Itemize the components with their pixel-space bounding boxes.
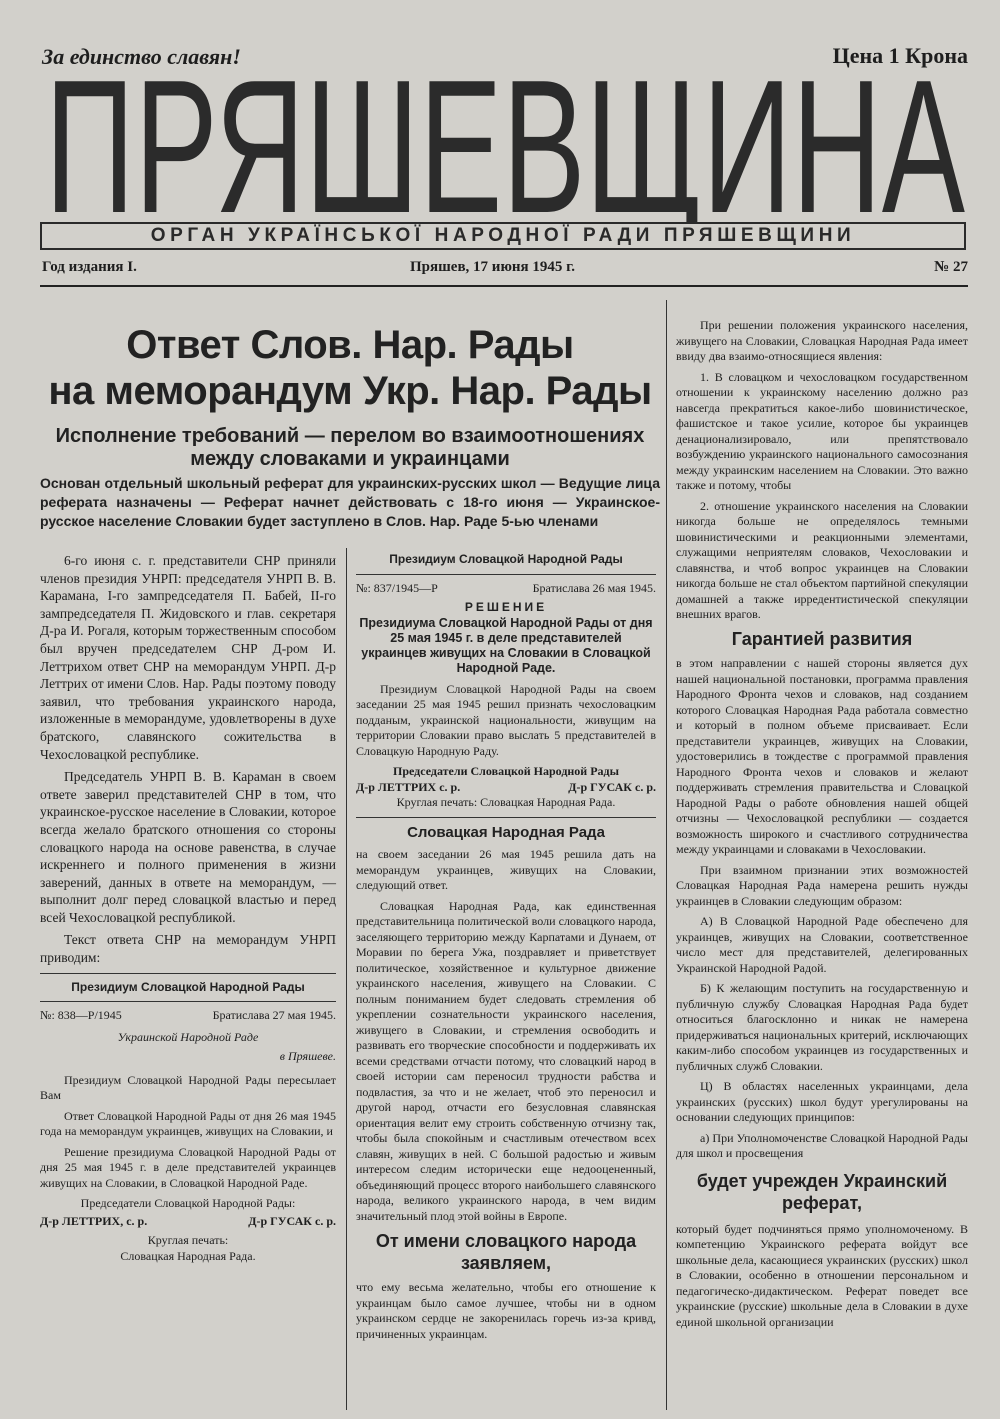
lead-summary: Основан отдельный школьный реферат для украинских-русских школ — Ведущие лица реферата назначены — Реферат начнет действовать с 18-го июня — Украинское-русское население Словакии будет заступлено в Слов. Нар. Раде 5-ью членами (40, 475, 660, 529)
col1-paragraph: Текст ответа СНР на меморандум УНРП приводим: (40, 932, 336, 966)
col1-addressee: Украинской Народной Раде (117, 1029, 259, 1044)
main-headline (40, 322, 660, 414)
col3-paragraph: При взаимном признании этих возможностей Словацкая Народная Рада намерена решить нужды украинцев в Словакии следующим образом: (676, 862, 968, 908)
col3-paragraph: 1. В словацком и чехословацком государственном отношении к украинскому населению должно раз навсегда прекратиться какое-либо шовинистическое, фашистское и такое усилие, которое бы украинцев денационализировало, или препятствовало возбуждению украинского национального самосознания между украинским населением на Словакии. Это важно также и потому, чтобы (676, 369, 968, 492)
col2-paragraph: что ему весьма желательно, чтобы его отношение к украинцам было самое лучшее, чтобы ни в одном украинском сердце не закоренилась горечь из-за кривд, причиненных украинцам. (356, 1280, 656, 1341)
col3-paragraph: который будет подчиняться прямо уполномоченому. В компетенцию Украинского реферата войдут все школьные дела, касающиеся украинских (русских) школ в Словакии, особенно в отношении персональном и педагогическо-дидактическом. Реферат поведет все украинские (русские) школьные дела в Словакии в духе единой школьной организации (676, 1221, 968, 1329)
col2-resolution-label: РЕШЕНИЕ (464, 600, 548, 614)
col2-doc-date: Братислава 26 мая 1945. (532, 580, 656, 595)
column-1 (40, 552, 336, 1264)
place-date: Пряшев, 17 июня 1945 г. (410, 259, 576, 275)
headline-line2: на меморандум Укр. Нар. Рады (48, 369, 652, 413)
newspaper-title (40, 72, 970, 222)
divider (356, 817, 656, 818)
col1-paragraph: Президиум Словацкой Народной Рады пересылает Вам (40, 1072, 336, 1103)
column-2 (356, 552, 656, 1347)
divider (356, 574, 656, 575)
headline-line1: Ответ Слов. Нар. Рады (126, 323, 574, 367)
col3-subheading: Гарантией развития (731, 628, 913, 649)
col2-paragraph: Президиум Словацкой Народной Рады на своем заседании 25 мая 1945 решил признать чехословацким подданым, украинской национальности, живущим на территории Словакии право выслать 5 представителей в Словацкую Народную Раду. (356, 681, 656, 758)
col2-subheading: Словацкая Народная Рада (407, 823, 605, 841)
slogan: За единство славян! (42, 44, 241, 69)
price: Цена 1 Крона (832, 43, 968, 68)
col1-doc-date: Братислава 27 мая 1945. (212, 1008, 336, 1023)
title-wordmark (40, 72, 970, 222)
col2-sign-head: Председатели Словацкой Народной Рады (392, 764, 619, 778)
col3-paragraph: Б) К желающим поступить на государственную и публичную службу Словацкая Народная Рада будет относиться благосклонно и никак не намерена придерживаться национальных критерий, исключающих каким-либо способом украинцев из государственных и публичных служб Словакии. (676, 981, 968, 1073)
col1-doc-number: №: 838—Р/1945 (40, 1008, 122, 1023)
col1-seal-text: Словацкая Народная Рада. (120, 1248, 256, 1263)
col3-paragraph: в этом направлении с нашей стороны является дух нашей национальной постановки, программа правления Народного Фронта чехов и словаков, над созданием которого Словацкая Народная Рада работала совместно и который в полном объеме присваивает. Если представители украинцев, живущих на Словакии, удостоверились в тождестве с программой правления Народного Фронта чехов и словаков и желают поддерживать стремления правительства и Словацкой Народной Рады о работе обновления нашей общей отчизны — Чехословацкой республики — создается возможность широкого и счастливого сотрудничества между украинцами и словаками в Чехословакии. (676, 656, 968, 857)
col3-paragraph: а) При Уполномоченстве Словацкой Народной Рады для школ и просвещения (676, 1130, 968, 1161)
col2-signatures (356, 780, 656, 796)
issue-number: № 27 (934, 259, 968, 275)
col3-paragraph: А) В Словацкой Народной Раде обеспечено для украинцев, живущих на Словакии, соответственное число мест для представителей, делегированных Украинской Народной Радой. (676, 914, 968, 975)
col3-paragraph: Ц) В областях населенных украинцами, дела украинских (русских) школ будут урегулированы на основании следующих принципов: (676, 1079, 968, 1125)
column-3 (676, 318, 968, 1335)
col1-addressee-city: в Пряшеве. (279, 1049, 336, 1064)
col1-signature: Д-р ЛЕТТРИХ, с. р. (40, 1213, 148, 1228)
col1-paragraph: Председатель УНРП В. В. Караман в своем ответе заверил представителей СНР в том, что украинское-русское население в Словакии, которое всегда желало братского отношения со стороны словацкого народа на основе равенства, в случае искреннего и полного применения в жизни заверений, данных в ответе на меморандум, — выполнит долг перед словацкой властью и перед всей Чехословацкой республикой. (40, 769, 336, 925)
col3-subheading: будет учрежден Украинский реферат, (696, 1170, 948, 1213)
col1-sign-head: Председатели Словацкой Народной Рады: (80, 1196, 296, 1211)
col1-paragraph: 6-го июня с. г. представители СНР приняли членов президия УНРП: председателя УНРП В. В. Карамана, I-го зампредседателя П. Бабей, II-го зампредседателя П. Жидовского и глав. секретаря Д-ра И. Рогаля, которым торжественным способом был вручен председателем СНР Д-ром И. Леттрихом ответ СНР на меморандум УНРП. Д-р Леттрих от имени Слов. Нар. Рады поэтому поводу заявил, что требования украинского народа, изложенные в меморандуме, удовлетворены в духе братского, славянского сожительства в Чехословацкой республике. (40, 553, 336, 762)
col1-seal: Круглая печать: (147, 1233, 229, 1248)
col3-paragraph: 2. отношение украинского населения на Словакии никогда больше не определялось темными шовинистическими и реакционными элементами, служащими неприятелям словаков, Чехословакии и славянства, и чтоб вопрос украинцев на Словакии никогда больше не стал объектом партийной спекуляции домашней а также ирредентистической спекуляции внешних врагов. (676, 498, 968, 621)
col2-signature: Д-р ЛЕТТРИХ с. р. (356, 779, 461, 794)
col1-signatures (40, 1214, 336, 1230)
col2-doc-head: Президиум Словацкой Народной Рады (389, 552, 623, 566)
col1-paragraph: Решение президиума Словацкой Народной Рады от дня 25 мая 1945 г. в деле представителей украинцев живущих на Словакии, в Словацкой Народной Раде. (40, 1144, 336, 1190)
col2-doc-number: №: 837/1945—Р (356, 580, 438, 595)
year-label: Год издания I. (42, 259, 137, 275)
col3-paragraph: При решении положения украинского населения, живущего на Словакии, Словацкая Народная Рада имеет ввиду два взаимо-относящиеся явления: (676, 318, 968, 363)
masthead-rule (40, 285, 968, 287)
col2-signature: Д-р ГУСАК с. р. (568, 779, 656, 794)
subheadline: Исполнение требований — перелом во взаимоотношениях между словаками и украинцами (55, 425, 645, 470)
col2-paragraph: на своем заседании 26 мая 1945 решила дать на меморандум украинцев, живущих на Словакии, следующий ответ. (356, 847, 656, 893)
divider (40, 1001, 336, 1002)
divider (40, 973, 336, 974)
col2-seal: Круглая печать: Словацкая Народная Рада. (396, 795, 616, 809)
column-divider-left (346, 548, 347, 1410)
col2-resolution-title: Президиума Словацкой Народной Рады от дня 25 мая 1945 г. в деле представителей украинцев живущих на Словакии в Словацкой Народной Раде. (359, 615, 653, 675)
col1-doc-head: Президиум Словацкой Народной Рады (71, 979, 305, 994)
col1-signature: Д-р ГУСАК с. р. (248, 1213, 336, 1228)
col2-doc-meta (356, 581, 656, 597)
title-text: ПРЯШЕВЩИНА (45, 72, 966, 222)
col2-subheading: От имени словацкого народа заявляем, (375, 1231, 637, 1274)
column-divider-right (666, 300, 667, 1410)
organ-banner: ОРГАН УКРАЇНСЬКОЇ НАРОДНОЇ РАДИ ПРЯШЕВЩИНИ (40, 222, 966, 250)
col1-paragraph: Ответ Словацкой Народной Рады от дня 26 мая 1945 года на меморандум украинцев, живущих на Словакии, и (40, 1108, 336, 1139)
col1-doc-meta (40, 1008, 336, 1024)
col2-paragraph: Словацкая Народная Рада, как единственная представительница политической воли словацкого народа, заселяющего территорию между Карпатами и Дунаем, от Моравии по берега Ужа, поздравляет и приветствует политическое, хозяйственное и культурное движение украинского населения, живущего на Словакии. С полным пониманием будет следовать стремления об укреплении сознательности украинского населения, живущего в Словакии, и стремления освободить и развивать его творческие способности и поддерживать их всеми средствами отчасти потому, что словацкий народ в своей истории сам переносил трудности рабства и подвластия, за что и не желает, чтоб это переносил и другой народ, отчасти его безусловная славянская ориентация велит ему строить собственную отчизну так, чтобы была спокойным и счастливым отечеством всех славян, живущих в ней. С большой радостью и живым интересом следим исторически еще недооцененный, объединяющий процесс второго наибольшего славянского народа, великого украинского народа, в чем видим значительный плод этой войны в Европе. (356, 898, 656, 1223)
